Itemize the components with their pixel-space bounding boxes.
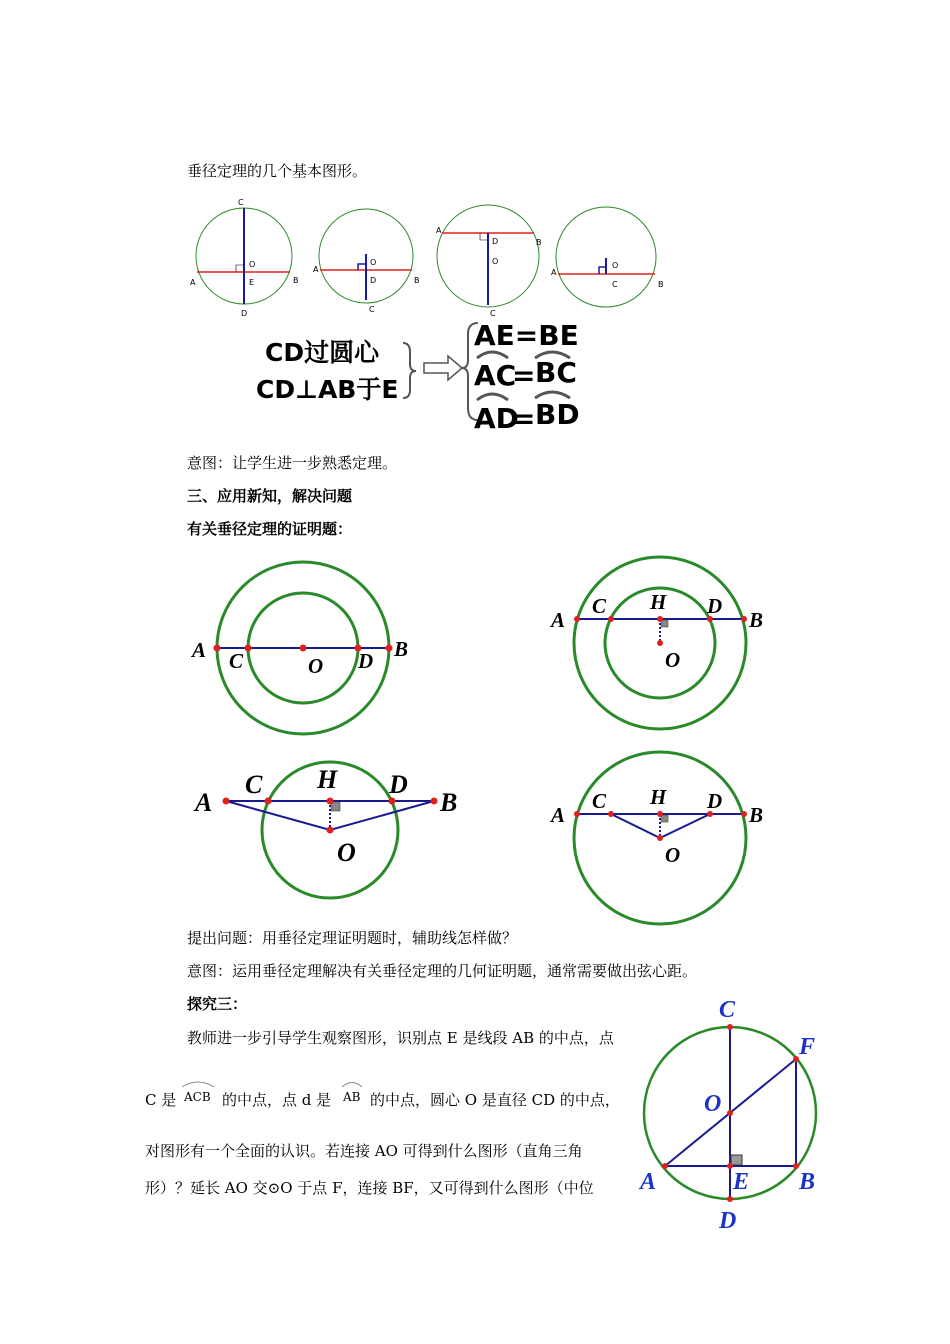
- para-line-2-a: C 是: [145, 1091, 177, 1109]
- proof-figure-3: [193, 762, 457, 898]
- point-h: [327, 798, 334, 805]
- point-a: [662, 1163, 668, 1169]
- intent-1: 意图：让学生进一步熟悉定理。: [187, 454, 398, 472]
- label-o: O: [249, 260, 256, 269]
- label-h: H: [317, 765, 338, 794]
- label-a: A: [551, 268, 557, 277]
- result-3-left: AD: [474, 402, 519, 435]
- point-o: [727, 1110, 733, 1116]
- label-a: A: [192, 638, 207, 662]
- label-b: B: [293, 276, 299, 285]
- label-d: D: [241, 309, 248, 318]
- point-o: [657, 640, 663, 646]
- para-line-3: 对图形有一个全面的认识。若连接 AO 可得到什么图形（直角三角: [145, 1142, 583, 1160]
- final-figure: [638, 997, 816, 1234]
- label-b: B: [658, 280, 664, 289]
- label-c: C: [592, 789, 607, 813]
- label-o: O: [612, 261, 619, 270]
- para-line-1: 教师进一步引导学生观察图形，识别点 E 是线段 AB 的中点，点: [187, 1029, 614, 1047]
- para-line-2-b: 的中点，点 d 是: [222, 1091, 332, 1109]
- point-o: [300, 645, 307, 652]
- condition-1: CD过圆心: [265, 338, 380, 367]
- para-line-4: 形）？延长 AO 交⊙O 于点 F，连接 BF，又可得到什么图形（中位: [145, 1179, 594, 1197]
- point-a: [574, 811, 580, 817]
- result-3-eq: =: [512, 402, 536, 435]
- result-1: AE=BE: [474, 319, 579, 352]
- intent-2: 意图：运用垂径定理解决有关垂径定理的几何证明题，通常需要做出弦心距。: [187, 962, 698, 980]
- point-c: [727, 1024, 733, 1030]
- proof-figure-4: [549, 752, 763, 924]
- label-b: B: [394, 637, 409, 661]
- label-b: B: [749, 608, 764, 632]
- label-c: C: [612, 280, 618, 289]
- label-a: A: [195, 788, 213, 817]
- label-o: O: [492, 257, 499, 266]
- proof-title: 有关垂径定理的证明题：: [187, 520, 353, 538]
- arc-label-ab: AB: [343, 1090, 361, 1104]
- point-b: [741, 811, 747, 817]
- label-a: A: [190, 278, 196, 287]
- point-a: [223, 798, 230, 805]
- label-o: O: [704, 1091, 722, 1117]
- label-c: C: [592, 594, 607, 618]
- label-c: C: [719, 997, 736, 1023]
- result-2-right: BC: [535, 356, 577, 389]
- question: 提出问题：用垂径定理证明题时，辅助线怎样做？: [187, 929, 518, 947]
- label-a: A: [551, 803, 566, 827]
- result-3-right: BD: [535, 398, 580, 431]
- label-b: B: [414, 276, 420, 285]
- label-a: A: [313, 265, 319, 274]
- label-d: D: [370, 276, 377, 285]
- point-h: [657, 811, 663, 817]
- point-c: [608, 811, 614, 817]
- point-h: [657, 616, 663, 622]
- point-o: [657, 835, 663, 841]
- point-c: [265, 798, 272, 805]
- label-b: B: [440, 788, 458, 817]
- label-h: H: [650, 590, 667, 614]
- section-3-title: 三、应用新知，解决问题: [187, 487, 353, 505]
- point-b: [741, 616, 747, 622]
- label-d: D: [389, 770, 408, 799]
- label-f: F: [799, 1034, 816, 1060]
- explore-3-title: 探究三：: [187, 995, 248, 1013]
- label-b: B: [749, 803, 764, 827]
- result-2-left: AC: [474, 359, 517, 392]
- point-a: [574, 616, 580, 622]
- point-b: [386, 645, 393, 652]
- label-o: O: [665, 843, 681, 867]
- label-c: C: [369, 305, 375, 314]
- label-a: A: [551, 608, 566, 632]
- point-c: [608, 616, 614, 622]
- point-a: [214, 645, 221, 652]
- label-h: H: [650, 785, 667, 809]
- proof-figure-1: [190, 562, 408, 734]
- label-d: D: [707, 594, 723, 618]
- label-o: O: [308, 654, 324, 678]
- point-c: [245, 645, 252, 652]
- label-b: B: [536, 238, 542, 247]
- intro-heading: 垂径定理的几个基本图形。: [187, 162, 368, 180]
- condition-2: CD⊥AB于E: [256, 375, 399, 404]
- label-e: E: [249, 278, 255, 287]
- result-2-eq: =: [512, 359, 536, 392]
- label-o: O: [370, 258, 377, 267]
- point-o: [327, 827, 334, 834]
- label-a: A: [640, 1169, 657, 1195]
- label-c: C: [238, 198, 244, 207]
- point-b: [431, 798, 438, 805]
- para-line-2-c: 的中点，圆心 O 是直径 CD 的中点，: [370, 1091, 620, 1109]
- label-d: D: [358, 649, 374, 673]
- label-c: C: [490, 309, 496, 318]
- label-o: O: [665, 648, 681, 672]
- label-b: B: [799, 1169, 816, 1195]
- right-angle-mark: [731, 1155, 742, 1165]
- label-d: D: [492, 237, 499, 246]
- label-c: C: [229, 649, 244, 673]
- label-d: D: [719, 1208, 737, 1234]
- label-a: A: [436, 226, 442, 235]
- arc-label-acb: ACB: [184, 1090, 211, 1104]
- label-o: O: [337, 838, 356, 867]
- point-d: [727, 1196, 733, 1202]
- label-d: D: [707, 789, 723, 813]
- label-c: C: [245, 770, 263, 799]
- label-e: E: [733, 1169, 750, 1195]
- proof-figure-2: [549, 557, 763, 729]
